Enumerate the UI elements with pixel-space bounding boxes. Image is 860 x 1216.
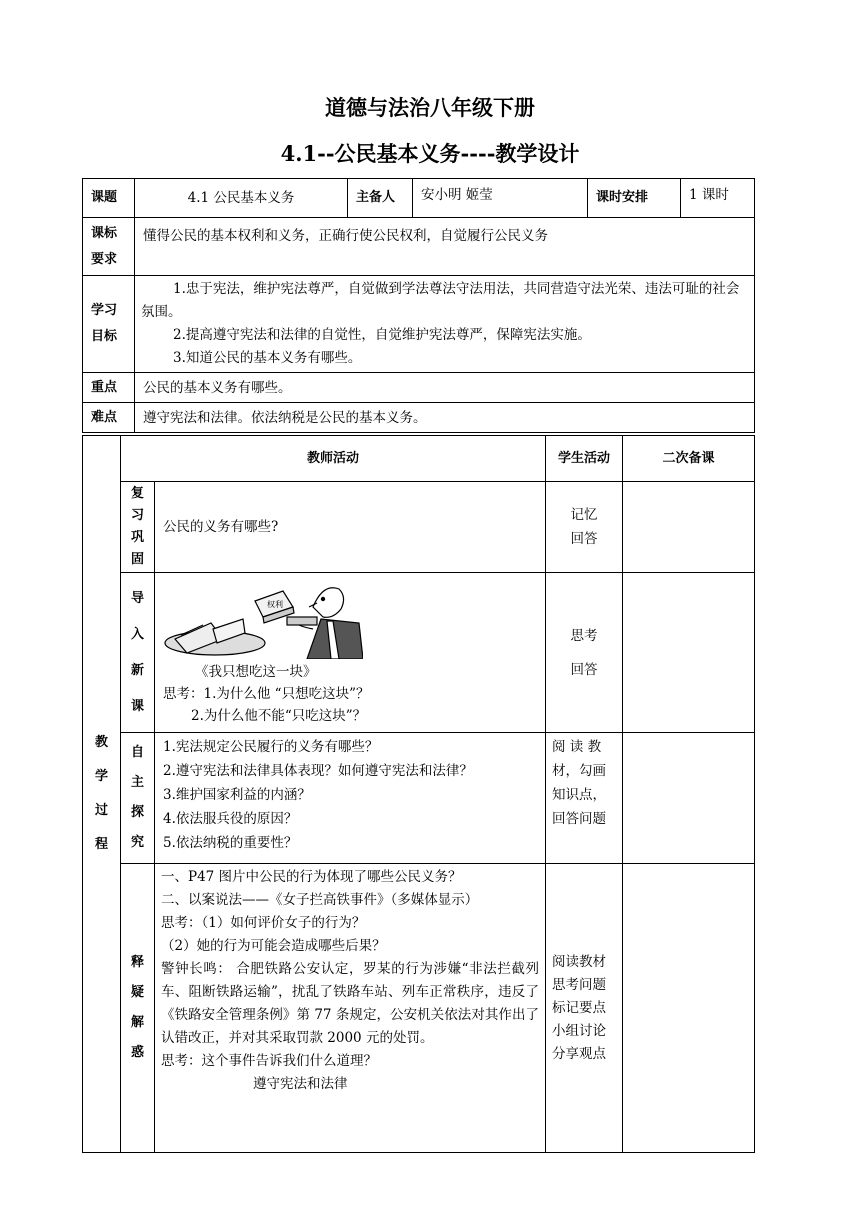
page-subtitle: 4.1--公民基本义务----教学设计 [280, 141, 580, 166]
col-student-header: 学生活动 [546, 436, 623, 482]
explore-question: 4.依法服兵役的原因？ [163, 811, 298, 827]
explore-notes [623, 733, 755, 864]
student-line: 思考问题 [552, 976, 607, 993]
explore-question: 3.维护国家利益的内涵？ [163, 787, 311, 803]
label-char: 疑 [130, 985, 144, 1000]
section-label-clarify [121, 864, 155, 1153]
clarify-line: 思考：这个事件告诉我们什么道理？ [161, 1053, 377, 1069]
intro-question: 2.为什么他不能“只吃这块”？ [191, 708, 367, 724]
goal-item: 2.提高遵守宪法和法律的自觉性，自觉维护宪法尊严，保障宪法实施。 [173, 327, 591, 343]
label-char: 复 [130, 486, 144, 501]
explore-question: 2.遵守宪法和法律具体表现？如何遵守宪法和法律？ [163, 763, 473, 779]
student-line: 回答 [570, 661, 598, 678]
student-line: 记忆 [570, 507, 598, 523]
standard-value: 懂得公民的基本权利和义务，正确行使公民权利，自觉履行公民义务 [135, 218, 755, 276]
section-label-explore [121, 733, 155, 864]
topic-label: 课题 [83, 179, 135, 218]
student-line: 知识点， [552, 787, 607, 803]
label-char: 导 [130, 590, 144, 606]
standard-label [83, 218, 135, 276]
student-line: 阅读教材 [552, 953, 607, 970]
student-line: 小组讨论 [552, 1022, 607, 1039]
section-label-intro [121, 573, 155, 733]
explore-question: 5.依法纳税的重要性？ [163, 835, 298, 851]
student-line: 分享观点 [552, 1045, 607, 1062]
student-line: 思考 [570, 627, 598, 644]
clarify-line: 二、以案说法——《女子拦高铁事件》（多媒体显示） [161, 892, 479, 908]
section-label-review [121, 482, 155, 573]
student-line: 标记要点 [552, 999, 607, 1016]
clarify-student [546, 864, 623, 1153]
process-side-label [83, 436, 121, 1153]
cartoon-caption: 《我只想吃这一块》 [195, 664, 317, 680]
key-value: 公民的基本义务有哪些。 [135, 373, 755, 403]
label-char: 习 [130, 508, 144, 523]
explore-question: 1.宪法规定公民履行的义务有哪些？ [163, 739, 379, 755]
schedule-value: 1 课时 [681, 179, 755, 218]
intro-question: 思考：1.为什么他 “只想吃这块”？ [163, 686, 370, 702]
label-char: 课 [130, 698, 144, 714]
student-line: 阅 读 教 [552, 739, 602, 755]
process-table [82, 435, 755, 1153]
difficulty-label: 难点 [83, 403, 135, 433]
clarify-line: 警钟长鸣： 合肥铁路公安认定，罗某的行为涉嫌“非法拦截列车、阻断铁路运输”，扰乱了铁路车站、列车正常秩序，违反了《铁路安全管理条例》第 77 条规定，公安机关依法对其作出了认错改正，并对其采取罚款 2000 元的处罚。 [161, 961, 540, 1046]
label-char: 释 [130, 955, 144, 970]
review-teacher: 公民的义务有哪些? [155, 482, 546, 573]
clarify-line: （2）她的行为可能会造成哪些后果？ [161, 938, 386, 954]
side-char: 学 [94, 769, 108, 784]
goals-value [135, 276, 755, 373]
key-label: 重点 [83, 373, 135, 403]
goal-item: 1.忠于宪法，维护宪法尊严，自觉做到学法尊法守法用法，共同营造守法光荣、违法可耻的社会氛围。 [141, 281, 740, 320]
intro-notes [623, 573, 755, 733]
preparer-value: 安小明 姬莹 [413, 179, 588, 218]
label-char: 究 [130, 835, 144, 850]
difficulty-value: 遵守宪法和法律。依法纳税是公民的基本义务。 [135, 403, 755, 433]
student-line: 材，勾画 [552, 763, 607, 779]
goals-label [83, 276, 135, 373]
goals-label-line2: 目标 [91, 329, 118, 344]
clarify-line: 遵守宪法和法律 [253, 1076, 348, 1092]
clarify-line: 思考：（1）如何评价女子的行为？ [161, 915, 366, 931]
col-notes-header: 二次备课 [623, 436, 755, 482]
info-table [82, 178, 755, 433]
label-char: 新 [130, 662, 144, 678]
clarify-line: 一、P47 图片中公民的行为体现了哪些公民义务？ [161, 869, 462, 885]
side-char: 程 [94, 837, 108, 852]
explore-student [546, 733, 623, 864]
intro-student [546, 573, 623, 733]
cartoon-label: 权利 [267, 600, 283, 609]
label-char: 巩 [130, 530, 144, 545]
label-char: 入 [130, 626, 144, 642]
side-char: 过 [94, 803, 108, 818]
goals-label-line1: 学习 [91, 303, 118, 318]
preparer-label: 主备人 [348, 179, 413, 218]
label-char: 主 [130, 775, 144, 790]
explore-teacher [155, 733, 546, 864]
clarify-notes [623, 864, 755, 1153]
label-char: 自 [130, 745, 144, 760]
page-title: 道德与法治八年级下册 [325, 95, 535, 120]
student-line: 回答问题 [552, 811, 607, 827]
student-line: 回答 [570, 531, 598, 547]
cartoon-image [163, 577, 363, 659]
standard-label-line1: 课标 [91, 225, 118, 241]
side-char: 教 [94, 735, 108, 750]
goal-item: 3.知道公民的基本义务有哪些。 [173, 350, 362, 366]
intro-teacher [155, 573, 546, 733]
label-char: 固 [130, 552, 144, 567]
label-char: 惑 [130, 1045, 144, 1060]
standard-label-line2: 要求 [91, 251, 118, 267]
clarify-teacher [155, 864, 546, 1153]
review-notes [623, 482, 755, 573]
schedule-label: 课时安排 [588, 179, 681, 218]
label-char: 解 [130, 1015, 144, 1030]
topic-value: 4.1 公民基本义务 [135, 179, 348, 218]
review-student [546, 482, 623, 573]
col-teacher-header: 教师活动 [121, 436, 546, 482]
label-char: 探 [130, 805, 144, 820]
